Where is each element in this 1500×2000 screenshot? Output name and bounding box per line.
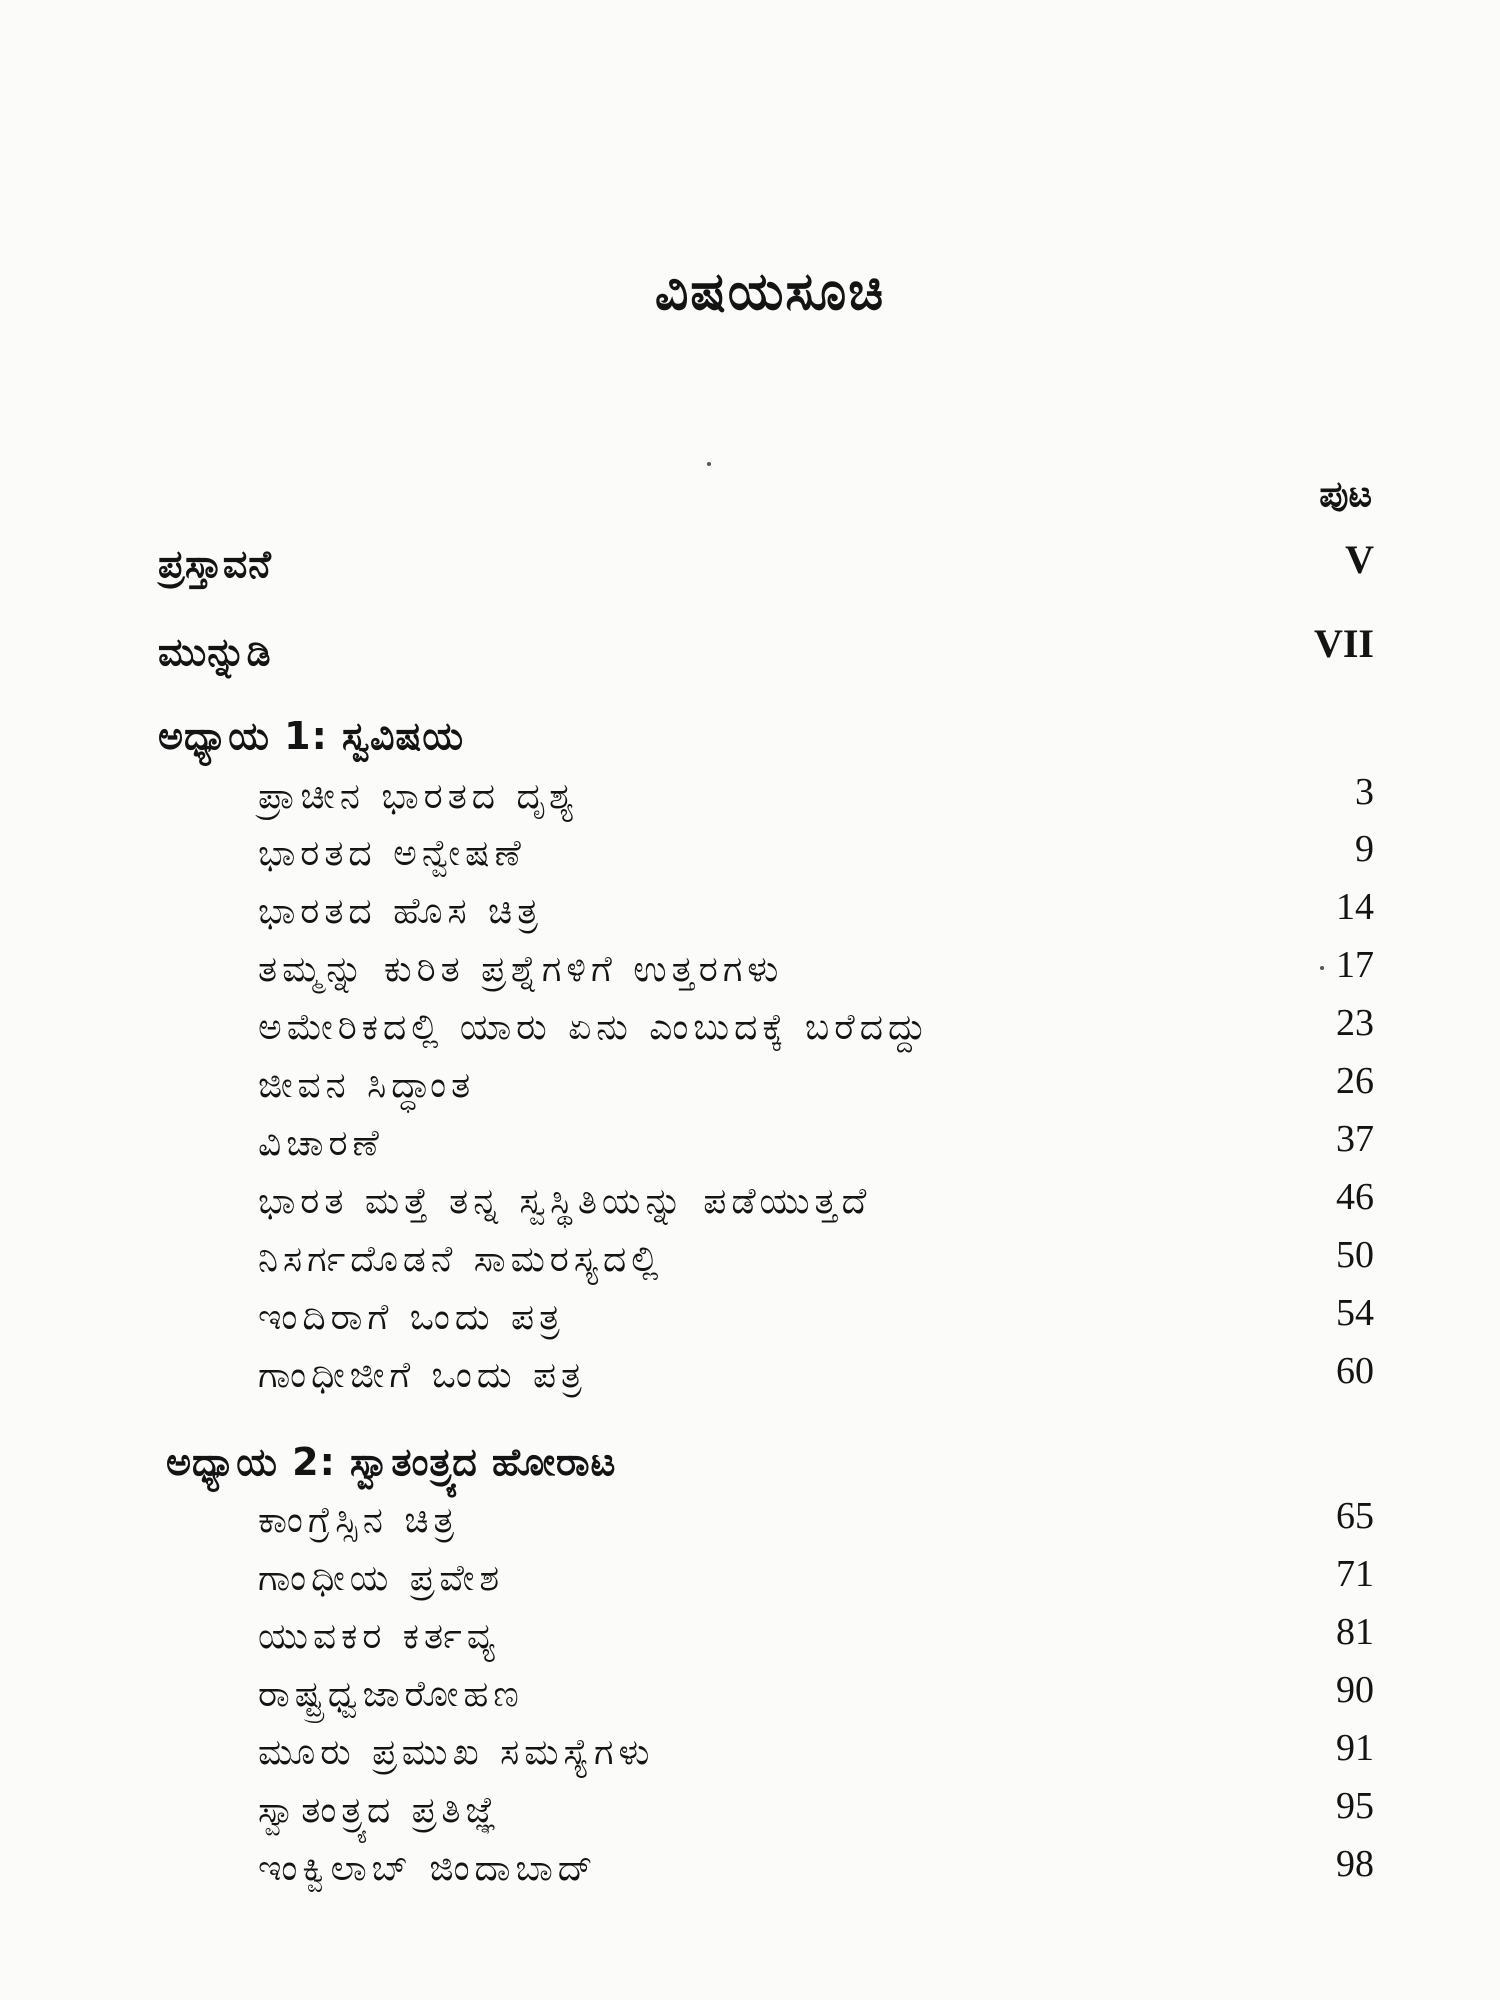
toc-entry[interactable] xyxy=(0,828,1500,889)
toc-entry[interactable] xyxy=(0,1234,1500,1295)
toc-entry[interactable] xyxy=(0,1785,1500,1846)
toc-entry[interactable] xyxy=(0,1292,1500,1353)
toc-entry-label: ಭಾರತದ ಹೊಸ ಚಿತ್ರ xyxy=(258,891,543,932)
toc-entry-page: 60 xyxy=(1336,1350,1374,1392)
toc-entry[interactable] xyxy=(0,1727,1500,1788)
print-speck xyxy=(707,462,711,466)
toc-entry-page: 95 xyxy=(1336,1785,1374,1827)
toc-entry-page: 26 xyxy=(1336,1060,1374,1102)
toc-entry-page: 90 xyxy=(1336,1669,1374,1711)
toc-front-page: VII xyxy=(1313,621,1374,666)
toc-entry-page: 98 xyxy=(1336,1843,1374,1885)
toc-entry[interactable] xyxy=(0,1350,1500,1411)
toc-entry-label: ಭಾರತದ ಅನ್ವೇಷಣೆ xyxy=(258,833,526,874)
page-title: ವಿಷಯಸೂಚಿ xyxy=(654,262,886,322)
toc-chapter-heading[interactable] xyxy=(0,1440,1500,1496)
toc-front-page: V xyxy=(1345,537,1374,582)
toc-entry[interactable] xyxy=(0,1495,1500,1556)
toc-entry[interactable] xyxy=(0,1611,1500,1672)
toc-entry-page: 65 xyxy=(1336,1495,1374,1537)
toc-entry[interactable] xyxy=(0,1843,1500,1904)
toc-entry-label: ಪ್ರಾಚೀನ ಭಾರತದ ದೃಶ್ಯ xyxy=(258,776,579,817)
toc-entry[interactable] xyxy=(0,1060,1500,1121)
chapter-heading-label: ಅಧ್ಯಾಯ 1: ಸ್ವವಿಷಯ xyxy=(158,714,465,758)
toc-entry-label: ಕಾಂಗ್ರೆಸ್ಸಿನ ಚಿತ್ರ xyxy=(258,1500,460,1541)
toc-entry-label: ಅಮೇರಿಕದಲ್ಲಿ ಯಾರು ಏನು ಎಂಬುದಕ್ಕೆ ಬರೆದದ್ದು xyxy=(258,1007,931,1048)
toc-front-row[interactable] xyxy=(0,621,1500,684)
toc-entry-page: 81 xyxy=(1336,1611,1374,1653)
toc-entry-label: ಗಾಂಧೀಜೀಗೆ ಒಂದು ಪತ್ರ xyxy=(258,1355,587,1396)
toc-entry[interactable] xyxy=(0,1002,1500,1063)
toc-entry-page: 71 xyxy=(1336,1553,1374,1595)
toc-front-label: ಮುನ್ನುಡಿ xyxy=(158,630,272,674)
toc-entry-label: ತಮ್ಮನ್ನು ಕುರಿತ ಪ್ರಶ್ನೆಗಳಿಗೆ ಉತ್ತರಗಳು xyxy=(258,949,784,990)
chapter-heading-label: ಅಧ್ಯಾಯ 2: ಸ್ವಾತಂತ್ರ್ಯದ ಹೋರಾಟ xyxy=(166,1440,617,1484)
toc-chapter-heading[interactable] xyxy=(0,714,1500,770)
toc-entry-label: ಇಂಕ್ವಿಲಾಬ್ ಜಿಂದಾಬಾದ್ xyxy=(258,1848,598,1889)
toc-entry[interactable] xyxy=(0,886,1500,947)
toc-entry[interactable] xyxy=(0,771,1500,832)
toc-entry-label: ಮೂರು ಪ್ರಮುಖ ಸಮಸ್ಯೆಗಳು xyxy=(258,1732,655,1773)
page-column-header: ಪುಟ xyxy=(1319,474,1372,515)
toc-entry[interactable] xyxy=(0,1553,1500,1614)
toc-entry-label: ಯುವಕರ ಕರ್ತವ್ಯ xyxy=(258,1616,500,1657)
toc-entry-page: 14 xyxy=(1336,886,1374,928)
toc-entry-label: ಭಾರತ ಮತ್ತೆ ತನ್ನ ಸ್ವಸ್ಥಿತಿಯನ್ನು ಪಡೆಯುತ್ತದೆ xyxy=(258,1181,872,1222)
toc-entry[interactable] xyxy=(0,1176,1500,1237)
toc-entry-label: ಜೀವನ ಸಿದ್ಧಾಂತ xyxy=(258,1065,476,1106)
toc-entry-page: 54 xyxy=(1336,1292,1374,1334)
toc-entry-label: ವಿಚಾರಣೆ xyxy=(258,1123,384,1164)
toc-entry[interactable] xyxy=(0,944,1500,1005)
toc-entry-page: 23 xyxy=(1336,1002,1374,1044)
toc-entry-page: 9 xyxy=(1355,828,1374,870)
toc-front-row[interactable] xyxy=(0,537,1500,596)
toc-entry-page: 50 xyxy=(1336,1234,1374,1276)
toc-entry[interactable] xyxy=(0,1669,1500,1730)
toc-entry-label: ಇಂದಿರಾಗೆ ಒಂದು ಪತ್ರ xyxy=(258,1297,565,1338)
toc-entry-label: ರಾಷ್ಟ್ರಧ್ವಜಾರೋಹಣ xyxy=(258,1674,524,1715)
toc-entry-page: 91 xyxy=(1336,1727,1374,1769)
toc-entry[interactable] xyxy=(0,1118,1500,1179)
toc-entry-label: ಸ್ವಾತಂತ್ರ್ಯದ ಪ್ರತಿಜ್ಞೆ xyxy=(258,1790,502,1831)
toc-front-label: ಪ್ರಸ್ತಾವನೆ xyxy=(158,542,272,586)
toc-entry-label: ಗಾಂಧೀಯ ಪ್ರವೇಶ xyxy=(258,1558,505,1599)
toc-entry-label: ನಿಸರ್ಗದೊಡನೆ ಸಾಮರಸ್ಯದಲ್ಲಿ xyxy=(258,1239,664,1280)
toc-entry-page: 46 xyxy=(1336,1176,1374,1218)
toc-entry-page: 37 xyxy=(1336,1118,1374,1160)
toc-entry-page: 17 xyxy=(1336,944,1374,986)
toc-entry-page: 3 xyxy=(1355,771,1374,813)
